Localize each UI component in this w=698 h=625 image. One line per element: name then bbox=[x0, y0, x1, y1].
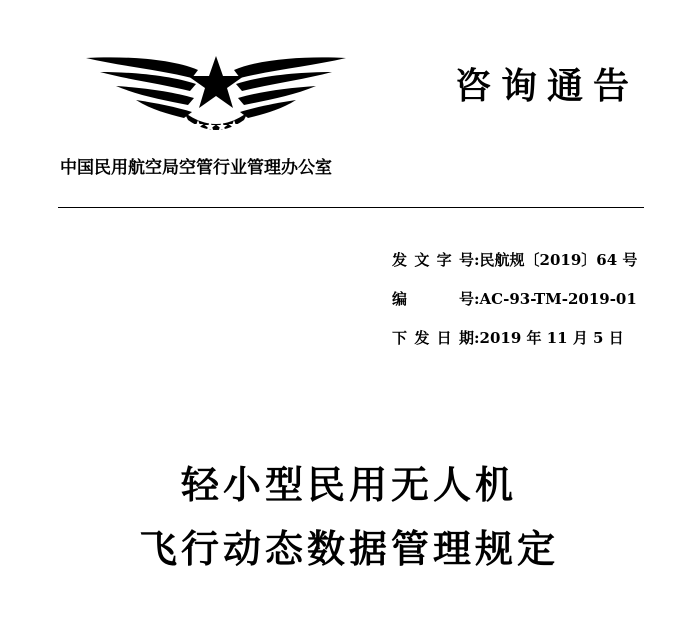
meta-row-number bbox=[392, 289, 682, 328]
meta-value: 民航规〔2019〕64 号 bbox=[479, 251, 638, 269]
meta-colon: : bbox=[474, 329, 480, 347]
meta-label: 发文字号 bbox=[392, 251, 474, 269]
document-title-line-1: 轻小型民用无人机 bbox=[180, 463, 517, 507]
meta-label: 编 号 bbox=[392, 290, 474, 308]
meta-row-file-number bbox=[392, 250, 682, 289]
meta-value: 2019 年 11 月 5 日 bbox=[479, 329, 624, 347]
caac-emblem-icon bbox=[80, 50, 352, 132]
issuing-office: 中国民用航空局空管行业管理办公室 bbox=[60, 158, 332, 178]
header-divider bbox=[58, 207, 644, 208]
meta-colon: : bbox=[474, 251, 480, 269]
meta-row-issue-date bbox=[392, 328, 682, 367]
document-type-heading: 咨询通告 bbox=[455, 65, 640, 107]
meta-value: AC-93-TM-2019-01 bbox=[479, 290, 637, 308]
meta-colon: : bbox=[474, 290, 480, 308]
meta-label: 下发日期 bbox=[392, 329, 474, 347]
document-metadata bbox=[392, 250, 682, 367]
document-title-line-2: 飞行动态数据管理规定 bbox=[138, 527, 559, 571]
